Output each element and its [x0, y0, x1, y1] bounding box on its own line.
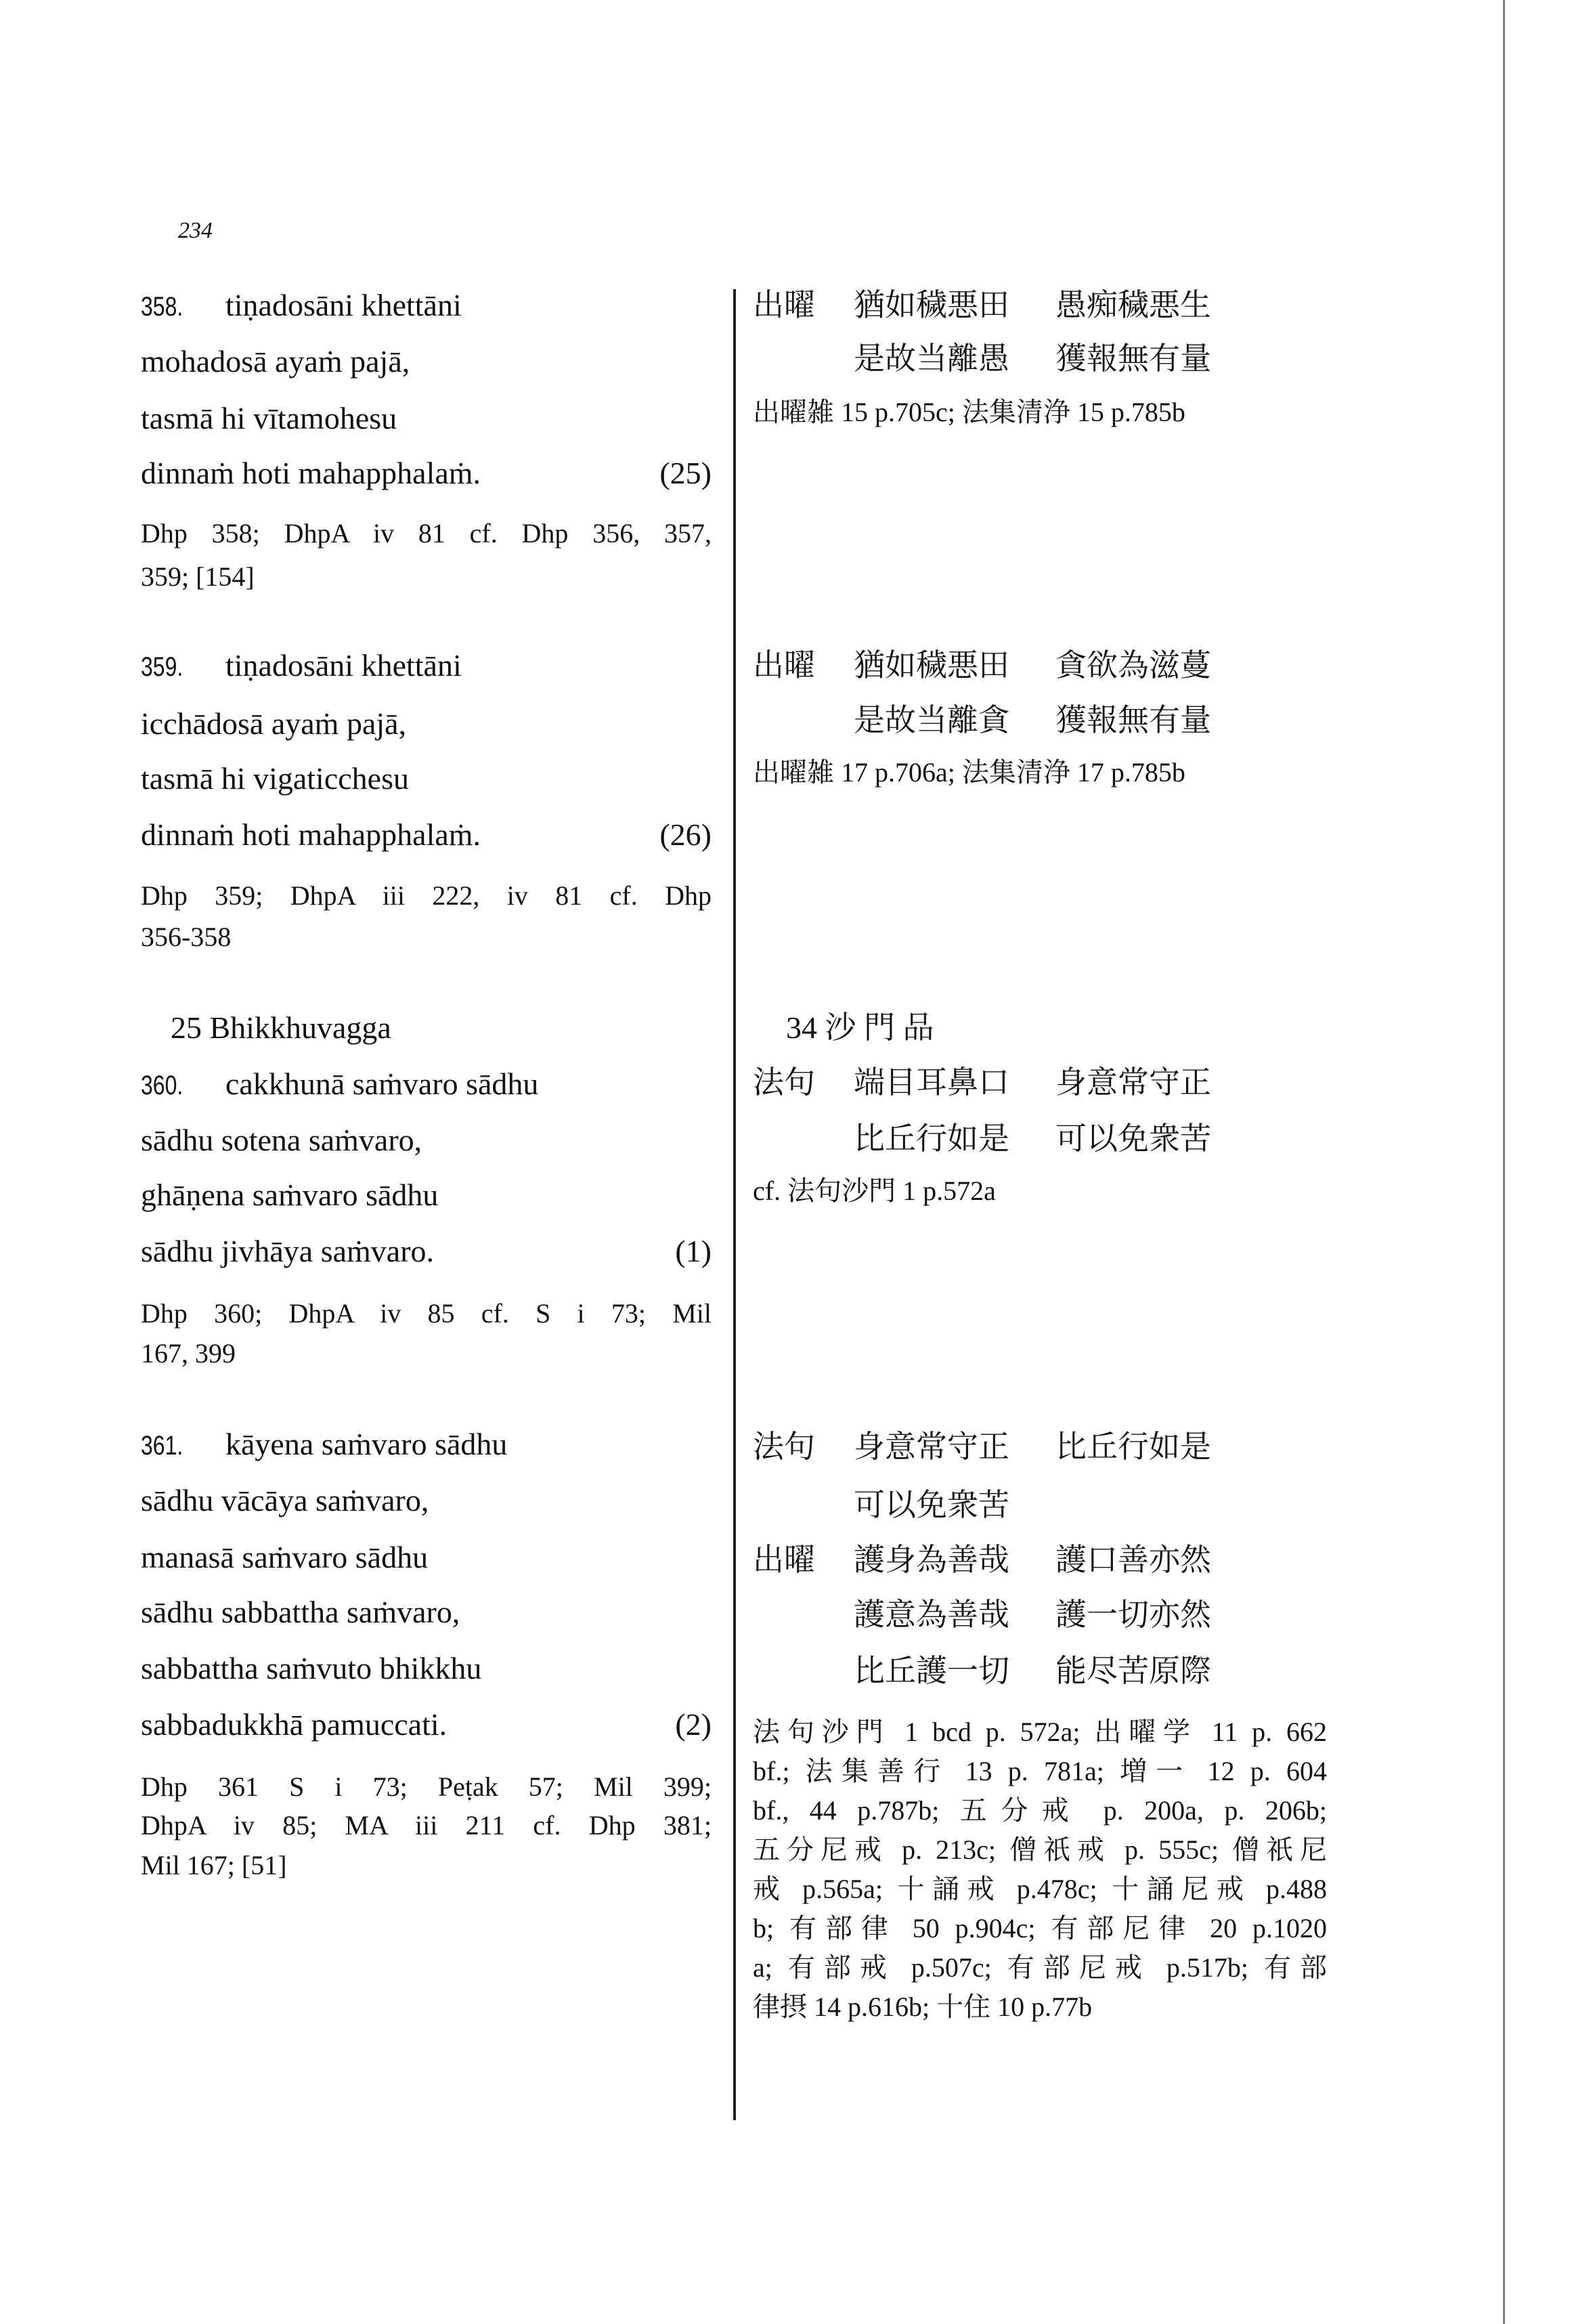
reference-line: 359; [154] — [141, 561, 255, 592]
verse-line: sabbattha saṁvuto bhikkhu — [141, 1651, 482, 1685]
verse-line: manasā saṁvaro sādhu — [141, 1540, 429, 1574]
reference-line: bf.; 法集善行 13 p. 781a; 増一 12 p. 604 — [753, 1756, 1327, 1786]
page-number: 234 — [178, 218, 213, 243]
reference-line: bf., 44 p.787b; 五分戒 p. 200a, p. 206b; — [753, 1795, 1327, 1826]
reference-line: 出曜雑 15 p.705c; 法集清浄 15 p.785b — [753, 397, 1185, 427]
chinese-phrase: 身意常守正 — [1055, 1065, 1211, 1100]
source-label: 出曜 — [753, 1543, 815, 1577]
chinese-phrase: 比丘行如是 — [1055, 1429, 1211, 1464]
verse-line: cakkhunā saṁvaro sādhu — [225, 1067, 539, 1101]
source-label: 法句 — [753, 1065, 815, 1100]
verse-line: ghāṇena saṁvaro sādhu — [141, 1178, 439, 1212]
reference-line: 出曜雑 17 p.706a; 法集清浄 17 p.785b — [753, 757, 1185, 788]
chinese-phrase: 端目耳鼻口 — [854, 1065, 1009, 1100]
verse-mark: (1) — [675, 1234, 712, 1268]
verse-line: tasmā hi vītamohesu — [141, 401, 397, 435]
reference-line: Mil 167; [51] — [141, 1850, 287, 1880]
verse-number: 358. — [141, 292, 183, 322]
verse-number: 361. — [141, 1431, 183, 1461]
verse-number: 359. — [141, 652, 183, 682]
reference-line: DhpA iv 85; MA iii 211 cf. Dhp 381; — [141, 1810, 712, 1841]
verse-line: sādhu sabbattha saṁvaro, — [141, 1595, 460, 1629]
chinese-phrase: 護口善亦然 — [1055, 1543, 1211, 1577]
chinese-phrase: 愚痴穢悪生 — [1055, 288, 1211, 322]
verse-line: kāyena saṁvaro sādhu — [225, 1427, 508, 1461]
chinese-phrase: 是故当離貪 — [854, 703, 1009, 737]
reference-line: cf. 法句沙門 1 p.572a — [753, 1176, 996, 1206]
chinese-phrase: 可以免衆苦 — [1055, 1121, 1211, 1156]
verse-line: sabbadukkhā pamuccati. — [141, 1707, 447, 1742]
reference-line: 戒 p.565a; 十誦戒 p.478c; 十誦尼戒 p.488 — [753, 1874, 1327, 1904]
verse-line: tiṇadosāni khettāni — [225, 288, 462, 322]
reference-line: b; 有部律 50 p.904c; 有部尼律 20 p.1020 — [753, 1913, 1327, 1943]
verse-mark: (25) — [659, 456, 712, 490]
reference-line: 法句沙門 1 bcd p. 572a; 出曜学 11 p. 662 — [753, 1717, 1327, 1747]
chinese-phrase: 獲報無有量 — [1055, 703, 1211, 737]
reference-line: Dhp 358; DhpA iv 81 cf. Dhp 356, 357, — [141, 518, 712, 548]
verse-line: dinnaṁ hoti mahapphalaṁ. — [141, 817, 481, 852]
chinese-phrase: 身意常守正 — [854, 1429, 1009, 1464]
chinese-phrase: 比丘行如是 — [854, 1121, 1009, 1156]
chinese-phrase: 護身為善哉 — [854, 1543, 1009, 1577]
reference-line: 167, 399 — [141, 1338, 236, 1369]
section-heading-pali: 25 Bhikkhuvagga — [171, 1010, 391, 1045]
verse-line: sādhu sotena saṁvaro, — [141, 1123, 422, 1157]
chinese-phrase: 能尽苦原際 — [1055, 1654, 1211, 1688]
verse-mark: (2) — [675, 1707, 712, 1742]
verse-line: sādhu vācāya saṁvaro, — [141, 1483, 429, 1518]
verse-line: tiṇadosāni khettāni — [225, 648, 462, 683]
scan-edge-line — [1503, 0, 1505, 2324]
chinese-phrase: 比丘護一切 — [854, 1654, 1009, 1688]
chinese-phrase: 猶如穢悪田 — [854, 648, 1009, 683]
reference-line: a; 有部戒 p.507c; 有部尼戒 p.517b; 有部 — [753, 1952, 1327, 1983]
chinese-phrase: 可以免衆苦 — [854, 1488, 1009, 1522]
chinese-phrase: 是故当離愚 — [854, 341, 1009, 376]
chinese-phrase: 貪欲為滋蔓 — [1055, 648, 1211, 683]
source-label: 出曜 — [753, 288, 815, 322]
section-heading-chinese: 34 沙 門 品 — [786, 1010, 934, 1045]
source-label: 出曜 — [753, 648, 815, 683]
reference-line: Dhp 359; DhpA iii 222, iv 81 cf. Dhp — [141, 880, 712, 911]
reference-line: 律摂 14 p.616b; 十住 10 p.77b — [753, 1992, 1093, 2022]
reference-line: 356-358 — [141, 922, 232, 952]
verse-line: tasmā hi vigaticchesu — [141, 761, 409, 796]
verse-line: sādhu jivhāya saṁvaro. — [141, 1234, 435, 1268]
chinese-phrase: 護意為善哉 — [854, 1597, 1009, 1632]
verse-line: dinnaṁ hoti mahapphalaṁ. — [141, 456, 481, 490]
verse-line: mohadosā ayaṁ pajā, — [141, 344, 410, 379]
reference-line: 五分尼戒 p. 213c; 僧祇戒 p. 555c; 僧祇尼 — [753, 1834, 1327, 1865]
chinese-phrase: 猶如穢悪田 — [854, 288, 1009, 322]
verse-line: icchādosā ayaṁ pajā, — [141, 706, 407, 741]
verse-mark: (26) — [659, 817, 712, 852]
column-divider — [733, 289, 736, 2120]
verse-number: 360. — [141, 1071, 183, 1100]
reference-line: Dhp 360; DhpA iv 85 cf. S i 73; Mil — [141, 1298, 712, 1329]
chinese-phrase: 獲報無有量 — [1055, 341, 1211, 376]
chinese-phrase: 護一切亦然 — [1055, 1597, 1211, 1632]
source-label: 法句 — [753, 1429, 815, 1464]
reference-line: Dhp 361 S i 73; Peṭak 57; Mil 399; — [141, 1771, 712, 1802]
